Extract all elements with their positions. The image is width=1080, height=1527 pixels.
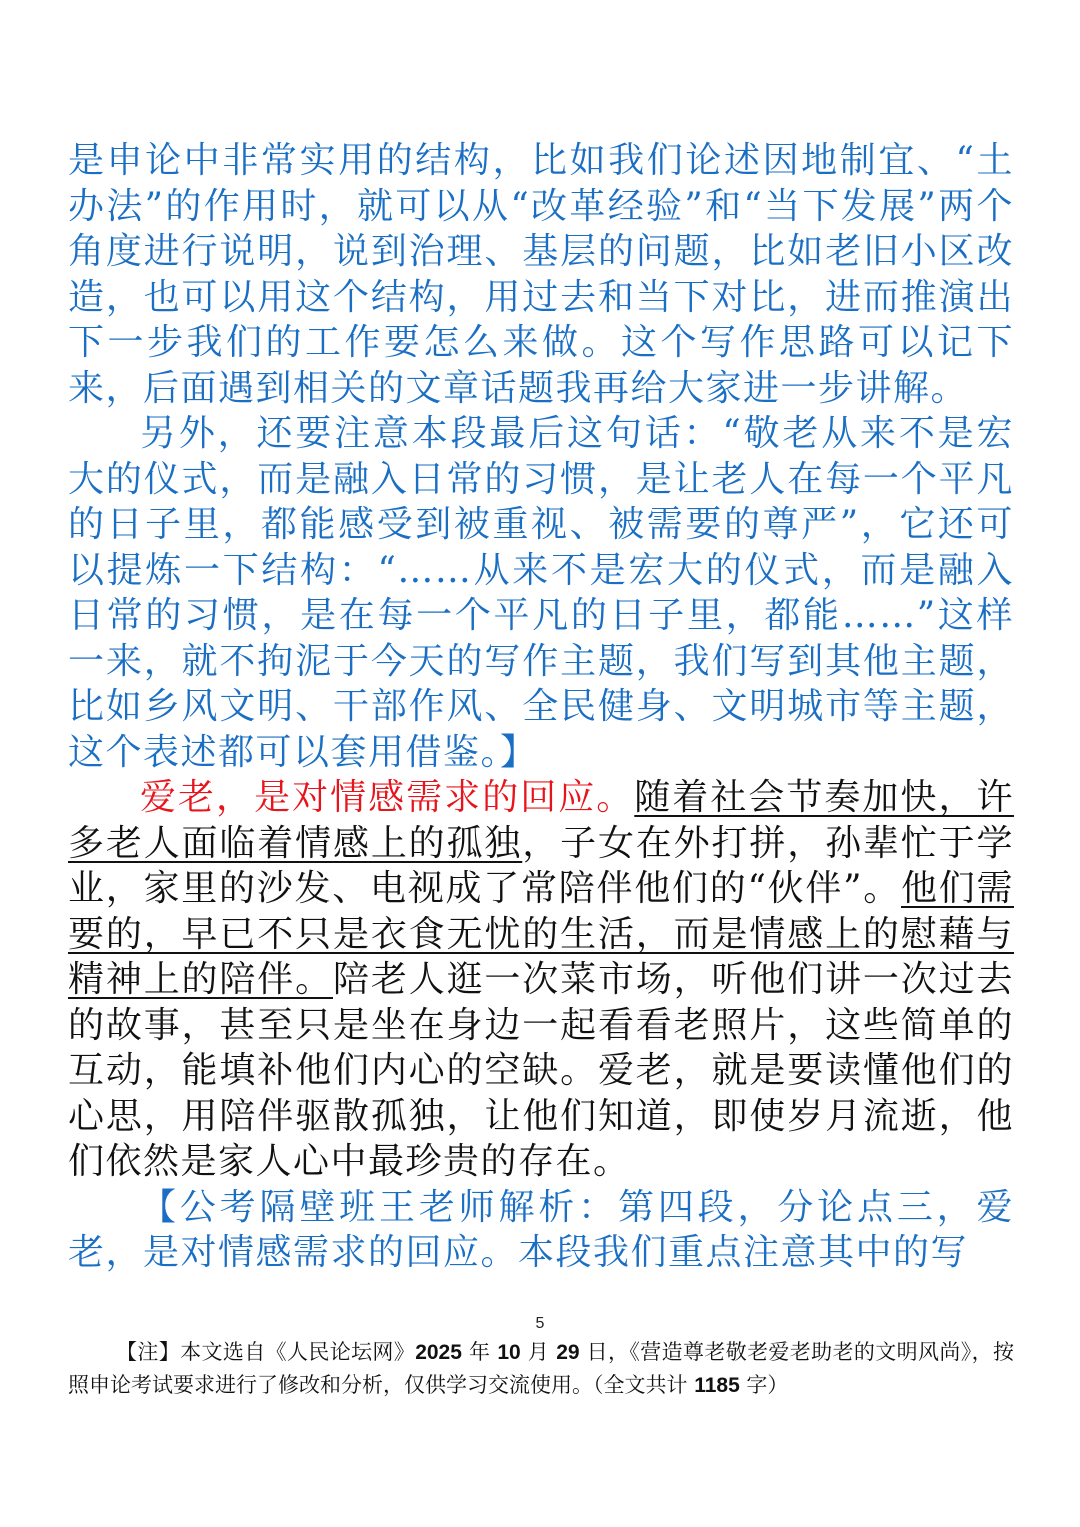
underlined-sentence-2: 他们需要的，早已不只是衣食无忧的生活，而是情感上的慰藉与精神上的陪伴。 xyxy=(68,868,1014,1000)
body-paragraph-love-elderly xyxy=(68,775,1014,1185)
note-month: 10 xyxy=(497,1341,521,1364)
document-body xyxy=(68,138,1014,1276)
note-day: 29 xyxy=(556,1341,580,1364)
note-text-3: 月 xyxy=(520,1340,557,1364)
analysis-paragraph-continued: 是申论中非常实用的结构，比如我们论述因地制宜、“土办法”的作用时，就可以从“改革经验”和“当下发展”两个角度进行说明，说到治理、基层的问题，比如老旧小区改造，也可以用这个结构，用过去和当下对比，进而推演出下一步我们的工作要怎么来做。这个写作思路可以记下来，后面遇到相关的文章话题我再给大家进一步讲解。 xyxy=(68,140,1014,409)
note-text-4: 日，《营造尊老敬老爱老助老的文明风尚》，按照申论考试要求进行了修改和分析，仅供学习交流使用。（全文共计 xyxy=(68,1340,1014,1397)
sub-argument-heading: 爱老，是对情感需求的回应。 xyxy=(140,777,635,818)
analysis-paragraph-fourth: 【公考隔壁班王老师解析：第四段，分论点三，爱老，是对情感需求的回应。本段我们重点注意其中的写 xyxy=(68,1186,1014,1273)
body-text-1: ，子女在外打拼，孙辈忙于学业，家里的沙发、电视成了常陪伴他们的“伙伴”。 xyxy=(68,822,1014,909)
page-number: 5 xyxy=(535,1315,545,1332)
body-text-2: 陪老人逛一次菜市场，听他们讲一次过去的故事，甚至只是坐在身边一起看看老照片，这些简单的互动，能填补他们内心的空缺。爱老，就是要读懂他们的心思，用陪伴驱散孤独，让他们知道，即使岁月流逝，他们依然是家人心中最珍贵的存在。 xyxy=(68,959,1014,1182)
analysis-paragraph-structure: 另外，还要注意本段最后这句话：“敬老从来不是宏大的仪式，而是融入日常的习惯，是让老人在每一个平凡的日子里，都能感受到被重视、被需要的尊严”，它还可以提炼一下结构：“……从来不是宏大的仪式，而是融入日常的习惯，是在每一个平凡的日子里，都能……”这样一来，就不拘泥于今天的写作主题，我们写到其他主题，比如乡风文明、干部作风、全民健身、文明城市等主题，这个表述都可以套用借鉴。】 xyxy=(68,413,1014,773)
note-year: 2025 xyxy=(415,1341,462,1364)
note-text-1: 【注】本文选自《人民论坛网》 xyxy=(116,1340,416,1364)
underlined-sentence-1: 随着社会节奏加快，许多老人面临着情感上的孤独 xyxy=(68,777,1014,864)
source-note xyxy=(68,1336,1014,1402)
note-word-count: 1185 xyxy=(694,1374,740,1397)
note-text-5: 字） xyxy=(739,1373,789,1397)
note-text-2: 年 xyxy=(461,1340,498,1364)
